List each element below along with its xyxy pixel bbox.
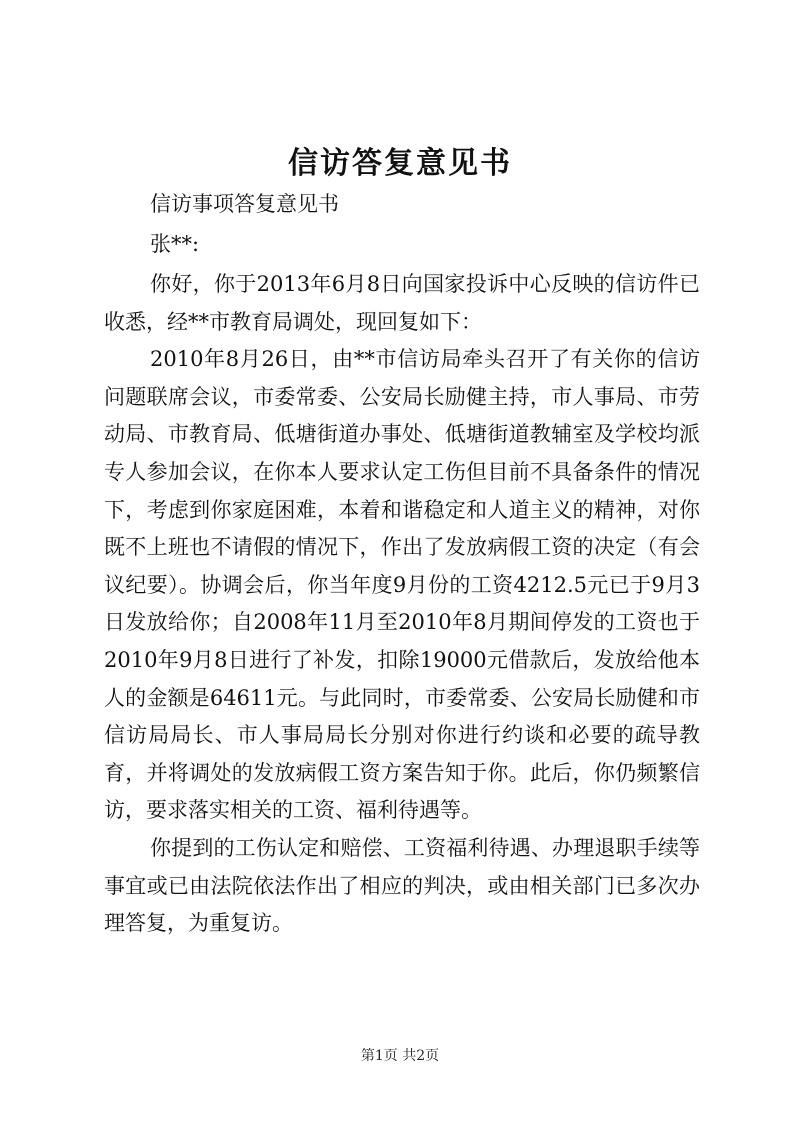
paragraph-details: 2010年8月26日，由**市信访局牵头召开了有关你的信访问题联席会议，市委常委、公安局长励健主持，市人事局、市劳动局、市教育局、低塘街道办事处、低塘街道教辅室及学校均派专人参加会议，在你本人要求认定工伤但目前不具备条件的情况下，考虑到你家庭困难，本着和谐稳定和人道主义的精神，对你既不上班也不请假的情况下，作出了发放病假工资的决定（有会议纪要）。协调会后，你当年度9月份的工资4212.5元已于9月3日发放给你；自2008年11月至2010年8月期间停发的工资也于2010年9月8日进行了补发，扣除19000元借款后，发放给他本人的金额是64611元。与此同时，市委常委、公安局长励健和市信访局局长、市人事局局长分别对你进行约谈和必要的疏导教育，并将调处的发放病假工资方案告知于你。此后，你仍频繁信访，要求落实相关的工资、福利待遇等。 (104, 347, 700, 823)
document-body (104, 186, 700, 943)
paragraph-greeting: 你好，你于2013年6月8日向国家投诉中心反映的信访件已收悉，经**市教育局调处，现回复如下： (104, 272, 700, 334)
salutation: 张**: (150, 232, 200, 256)
document-title: 信访答复意见书 (288, 146, 512, 181)
page-number-footer: 第1页 共2页 (360, 1048, 440, 1064)
document-subtitle: 信访事项答复意见书 (150, 192, 339, 216)
paragraph-conclusion: 你提到的工伤认定和赔偿、工资福利待遇、办理退职手续等事宜或已由法院依法作出了相应的判决，或由相关部门已多次办理答复，为重复访。 (104, 835, 700, 936)
